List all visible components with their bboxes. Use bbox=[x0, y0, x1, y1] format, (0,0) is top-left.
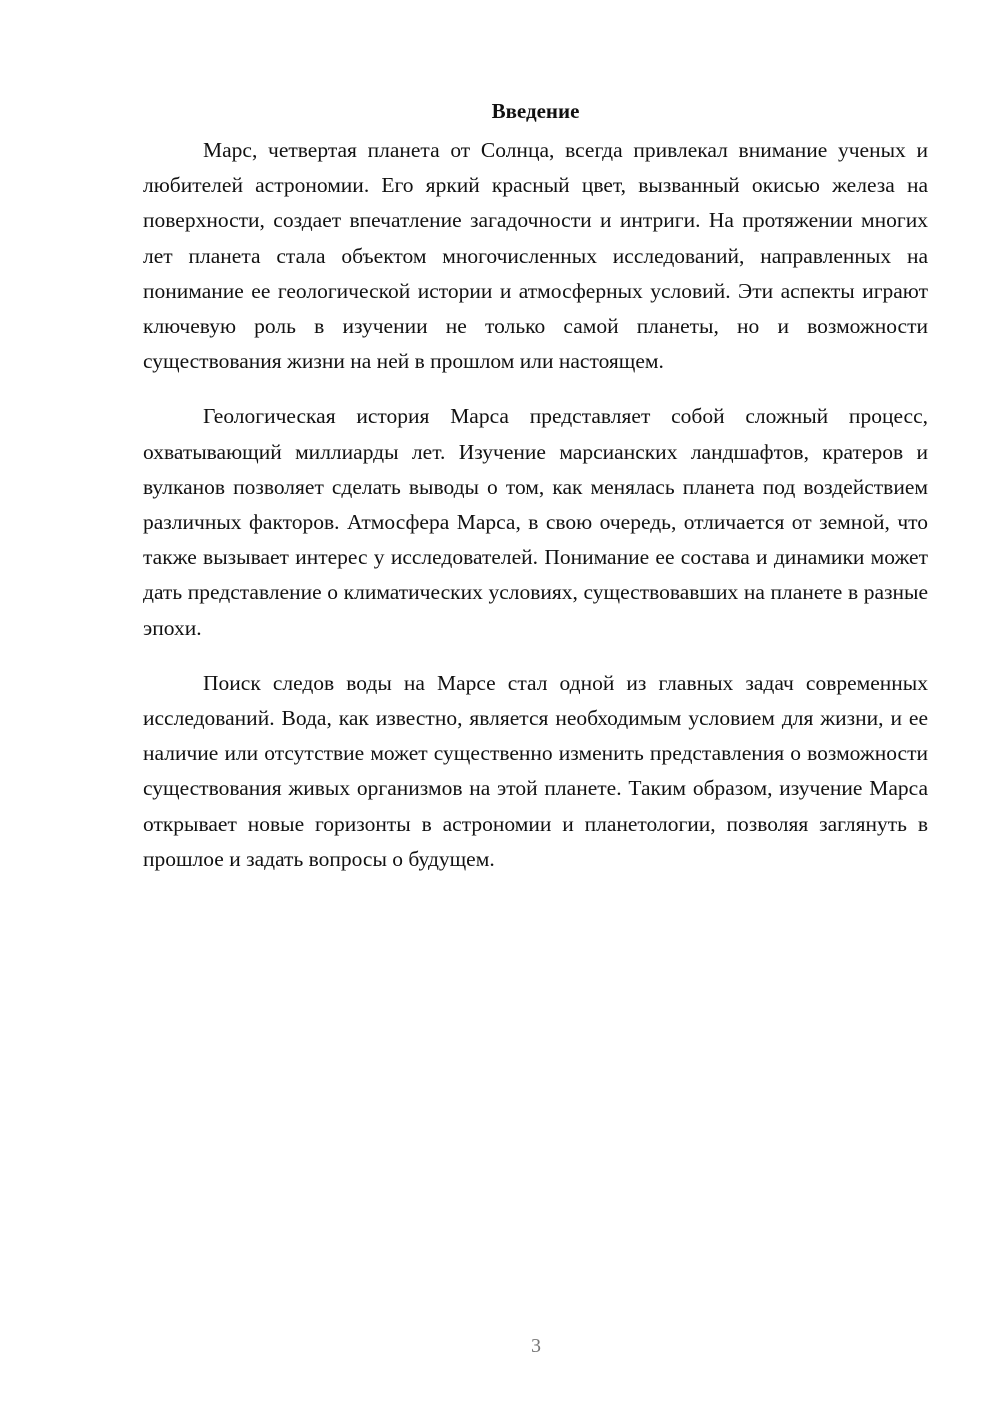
paragraph-1: Марс, четвертая планета от Солнца, всегда привлекал внимание ученых и любителей астрономии. Его яркий красный цвет, вызванный окисью железа на поверхности, создает впечатление загадочности и интриги. На протяжении многих лет планета стала объектом многочисленных исследований, направленных на понимание ее геологической истории и атмосферных условий. Эти аспекты играют ключевую роль в изучении не только самой планеты, но и возможности существования жизни на ней в прошлом или настоящем. bbox=[143, 138, 928, 374]
section-heading: Введение bbox=[491, 99, 580, 123]
page-content bbox=[143, 97, 928, 897]
paragraph-2: Геологическая история Марса представляет собой сложный процесс, охватывающий миллиарды лет. Изучение марсианских ландшафтов, кратеров и вулканов позволяет сделать выводы о том, как менялась планета под воздействием различных факторов. Атмосфера Марса, в свою очередь, отличается от земной, что также вызывает интерес у исследователей. Понимание ее состава и динамики может дать представление о климатических условиях, существовавших на планете в разные эпохи. bbox=[143, 404, 928, 640]
paragraph-3: Поиск следов воды на Марсе стал одной из главных задач современных исследований. Вода, как известно, является необходимым условием для жизни, и ее наличие или отсутствие может существенно изменить представления о возможности существования живых организмов на этой планете. Таким образом, изучение Марса открывает новые горизонты в астрономии и планетологии, позволяя заглянуть в прошлое и задать вопросы о будущем. bbox=[143, 670, 928, 871]
page-number: 3 bbox=[531, 1335, 541, 1357]
